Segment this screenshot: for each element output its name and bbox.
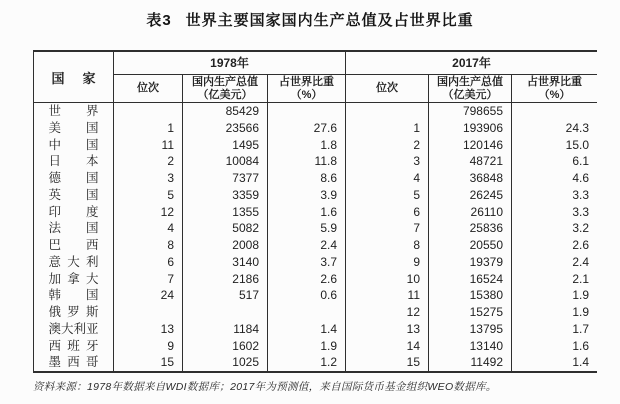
rank-1978-cell: 7 — [114, 271, 183, 288]
country-cell — [34, 287, 114, 304]
country-cell — [34, 187, 114, 204]
share-2017-cell: 1.6 — [572, 338, 589, 353]
gdp-1978-cell: 1355 — [183, 204, 268, 221]
country-cell — [34, 220, 114, 237]
table-header — [34, 52, 597, 103]
share-2017-cell — [512, 103, 597, 120]
gdp-1978-cell: 23566 — [183, 120, 268, 137]
share-2017-cell: 1.7 — [572, 321, 589, 336]
rank-2017-cell: 11 — [346, 287, 429, 304]
rank-2017-cell: 9 — [346, 254, 429, 271]
gdp-1978-cell: 3359 — [183, 187, 268, 204]
gdp-1978-cell: 2008 — [183, 237, 268, 254]
rank-label: 位次 — [137, 82, 159, 95]
share-1978-cell: 3.7 — [268, 254, 346, 271]
rank-1978-header — [114, 75, 183, 102]
share-1978-cell: 27.6 — [268, 120, 346, 137]
country-cell — [34, 170, 114, 187]
country-name: 美国 — [48, 120, 99, 135]
country-name: 中国 — [48, 137, 99, 152]
rank-2017-cell: 3 — [346, 153, 429, 170]
table-body — [34, 103, 597, 371]
share-1978-cell — [268, 103, 346, 120]
country-name: 日本 — [48, 154, 99, 169]
rank-1978-cell: 13 — [114, 321, 183, 338]
share-1978-cell: 5.9 — [268, 220, 346, 237]
country-cell — [34, 153, 114, 170]
country-name: 俄罗斯 — [48, 305, 99, 319]
source-note: 资料来源：1978年数据来自WDI数据库；2017年为预测值，来自国际货币基金组织WEO数据库。 — [33, 381, 497, 393]
country-header-label: 国家 — [51, 70, 96, 86]
rank-2017-cell: 14 — [346, 338, 429, 355]
share-2017-cell: 2.6 — [572, 238, 589, 252]
rank-1978-cell: 15 — [114, 354, 183, 371]
gdp-2017-cell: 11492 — [429, 354, 512, 371]
country-name: 意大利 — [48, 254, 99, 269]
rank-1978-cell: 12 — [114, 204, 183, 221]
gdp-2017-cell: 20550 — [429, 237, 512, 254]
share-1978-cell: 1.4 — [268, 321, 346, 338]
share-1978-cell — [268, 304, 346, 321]
gdp-unit-label: （亿美元） — [442, 88, 498, 101]
rank-1978-cell: 5 — [114, 187, 183, 204]
country-cell — [34, 304, 114, 321]
gdp-1978-cell: 10084 — [183, 153, 268, 170]
gdp-unit-label: （亿美元） — [197, 88, 253, 101]
rank-2017-cell: 13 — [346, 321, 429, 338]
share-2017-cell: 2.4 — [572, 254, 589, 269]
rank-2017-cell: 6 — [346, 204, 429, 221]
rank-2017-header — [346, 75, 429, 102]
country-cell — [34, 120, 114, 137]
gdp-1978-cell: 1184 — [183, 321, 268, 338]
gdp-1978-cell: 2186 — [183, 271, 268, 288]
share-1978-cell: 0.6 — [268, 287, 346, 304]
gdp-1978-cell: 7377 — [183, 170, 268, 187]
rank-2017-cell: 12 — [346, 304, 429, 321]
gdp-1978-cell: 517 — [183, 287, 268, 304]
gdp-2017-cell: 13140 — [429, 338, 512, 355]
gdp-1978-header — [183, 75, 268, 102]
country-name: 英国 — [48, 187, 99, 202]
gdp-2017-cell: 193906 — [429, 120, 512, 137]
country-name: 韩国 — [48, 288, 99, 303]
gdp-2017-cell: 26245 — [429, 187, 512, 204]
country-name: 墨西哥 — [48, 355, 99, 370]
gdp-2017-cell: 48721 — [429, 153, 512, 170]
country-name: 澳大利亚 — [48, 321, 99, 336]
rank-2017-cell: 2 — [346, 137, 429, 154]
country-column-header — [34, 52, 114, 102]
share-1978-cell: 8.6 — [268, 170, 346, 187]
country-cell — [34, 254, 114, 271]
rank-2017-cell: 15 — [346, 354, 429, 371]
gdp-2017-cell: 19379 — [429, 254, 512, 271]
gdp-1978-cell: 1602 — [183, 338, 268, 355]
gdp-label: 国内生产总值 — [437, 76, 503, 88]
rank-1978-cell — [114, 103, 183, 120]
year-1978-header: 1978年 — [114, 52, 346, 75]
gdp-2017-cell: 13795 — [429, 321, 512, 338]
country-name: 印度 — [48, 204, 99, 219]
rank-2017-cell: 4 — [346, 170, 429, 187]
rank-1978-cell — [114, 304, 183, 321]
rank-1978-cell: 2 — [114, 153, 183, 170]
page-title — [0, 9, 620, 30]
share-1978-cell: 1.8 — [268, 137, 346, 154]
country-name: 德国 — [48, 171, 99, 185]
gdp-1978-cell: 1495 — [183, 137, 268, 154]
gdp-2017-cell: 26110 — [429, 204, 512, 221]
gdp-1978-cell — [183, 304, 268, 321]
gdp-2017-cell: 120146 — [429, 137, 512, 154]
share-unit-label: （%） — [538, 88, 571, 101]
gdp-1978-cell: 85429 — [183, 103, 268, 120]
country-cell — [34, 137, 114, 154]
year-2017-header: 2017年 — [346, 52, 597, 75]
country-cell — [34, 338, 114, 355]
country-cell — [34, 103, 114, 120]
gdp-2017-cell: 15275 — [429, 304, 512, 321]
share-2017-cell: 3.3 — [572, 204, 589, 219]
table-title-text: 世界主要国家国内生产总值及占世界比重 — [185, 12, 474, 29]
gdp-2017-cell: 798655 — [429, 103, 512, 120]
gdp-2017-cell: 36848 — [429, 170, 512, 187]
share-1978-header — [268, 75, 346, 102]
rank-1978-cell: 11 — [114, 137, 183, 154]
country-cell — [34, 204, 114, 221]
rank-2017-cell: 1 — [346, 120, 429, 137]
rank-2017-cell: 5 — [346, 187, 429, 204]
share-2017-cell: 1.9 — [572, 305, 589, 319]
share-1978-cell: 1.6 — [268, 204, 346, 221]
share-1978-cell: 11.8 — [268, 153, 346, 170]
country-cell — [34, 271, 114, 288]
gdp-1978-cell: 5082 — [183, 220, 268, 237]
table-number: 表3 — [146, 12, 172, 29]
rank-label: 位次 — [376, 82, 398, 95]
rank-2017-cell: 7 — [346, 220, 429, 237]
gdp-2017-cell: 25836 — [429, 220, 512, 237]
gdp-1978-cell: 3140 — [183, 254, 268, 271]
rank-1978-cell: 3 — [114, 170, 183, 187]
share-unit-label: （%） — [290, 88, 323, 101]
share-1978-cell: 3.9 — [268, 187, 346, 204]
gdp-2017-cell: 16524 — [429, 271, 512, 288]
rank-2017-cell: 10 — [346, 271, 429, 288]
rank-1978-cell: 8 — [114, 237, 183, 254]
rank-1978-cell: 24 — [114, 287, 183, 304]
share-2017-cell: 1.9 — [572, 288, 589, 303]
share-2017-header — [512, 75, 597, 102]
gdp-1978-cell: 1025 — [183, 354, 268, 371]
country-name: 世界 — [48, 104, 99, 118]
country-name: 法国 — [48, 221, 99, 236]
country-name: 西班牙 — [48, 338, 99, 353]
gdp-2017-header — [429, 75, 512, 102]
rank-1978-cell: 6 — [114, 254, 183, 271]
country-cell — [34, 237, 114, 254]
share-label: 占世界比重 — [279, 76, 334, 88]
share-2017-cell: 3.3 — [572, 187, 589, 202]
share-1978-cell: 1.2 — [268, 354, 346, 371]
gdp-2017-cell: 15380 — [429, 287, 512, 304]
gdp-label: 国内生产总值 — [192, 76, 258, 88]
rank-2017-cell: 8 — [346, 237, 429, 254]
rank-1978-cell: 1 — [114, 120, 183, 137]
country-cell — [34, 321, 114, 338]
share-2017-cell: 6.1 — [572, 154, 589, 169]
rank-1978-cell: 9 — [114, 338, 183, 355]
country-name: 加拿大 — [48, 271, 99, 286]
share-1978-cell: 2.4 — [268, 237, 346, 254]
share-2017-cell: 2.1 — [572, 271, 589, 286]
share-2017-cell: 3.2 — [572, 221, 589, 236]
share-1978-cell: 1.9 — [268, 338, 346, 355]
share-1978-cell: 2.6 — [268, 271, 346, 288]
country-name: 巴西 — [48, 238, 99, 252]
gdp-table — [33, 50, 597, 373]
share-2017-cell: 4.6 — [572, 171, 589, 185]
share-2017-cell: 24.3 — [565, 120, 589, 135]
rank-2017-cell — [346, 103, 429, 120]
rank-1978-cell: 4 — [114, 220, 183, 237]
share-2017-cell: 1.4 — [572, 355, 589, 370]
share-2017-cell: 15.0 — [565, 137, 589, 152]
share-label: 占世界比重 — [527, 76, 582, 88]
country-cell — [34, 354, 114, 371]
